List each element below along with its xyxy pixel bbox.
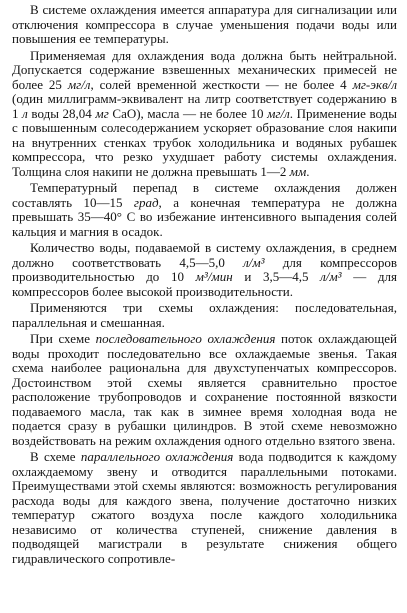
italic-term: мг bbox=[95, 105, 109, 121]
text-run: Количество воды, подаваемой в систему охлаждения, в среднем должно соответствовать 4,5—5,0 bbox=[12, 240, 397, 270]
paragraph-cooling-schemes bbox=[12, 301, 397, 330]
text-run: вода подводится к каждому охлаждаемому звену и отводится параллельными потоками. Преимуществами этой схемы являются: возможность регулирования расхода воды для каждого звена, получение достаточно низких температур сжатого воздуха после каждого холодильника независимо от количества ступеней, снижение давления в подводящей магистрали в результате снижения общего гидравлического сопротивле- bbox=[12, 449, 398, 566]
text-run: и 3,5—4,5 bbox=[232, 269, 321, 284]
text-run: Применяемая для охлаждения вода должна быть нейтральной. Допускается содержание взвешенных механических примесей не более 25 bbox=[12, 47, 397, 92]
text-run: воды 28,04 bbox=[27, 105, 96, 121]
italic-term: мг/л bbox=[267, 105, 290, 121]
text-run: поток охлаждающей воды проходит последовательно все охлаждаемые звенья. Такая схема наиболее рациональна для двухступенчатых компрессоров. Достоинством этой схемы является сравнительно простое расположение трубопроводов и сохранение постоянной вязкости подаваемого масла, так как в зимнее время холодная вода не подается сразу в рубашки цилиндров. В этой схеме невозможно воздействовать на режим охлаждения одного отдельно взятого звена. bbox=[12, 331, 397, 448]
italic-term: град bbox=[133, 194, 159, 210]
text-run: В схеме bbox=[30, 449, 81, 464]
text-run: При схеме bbox=[30, 331, 96, 346]
italic-term: м³/мин bbox=[195, 269, 233, 284]
italic-term: л/м³ bbox=[243, 254, 265, 270]
text-run: , солей временной жесткости — не более 4 bbox=[90, 76, 353, 92]
paragraph-water-requirements bbox=[12, 49, 397, 180]
italic-term: л bbox=[22, 105, 28, 121]
text-run: Температурный перепад в системе охлаждения должен составлять 10—15 bbox=[12, 180, 397, 210]
text-run: Применяются три схемы охлаждения: последовательная, параллельная и смешанная. bbox=[12, 300, 397, 330]
italic-term: мм bbox=[289, 163, 307, 179]
text-run: CaO), масла — не более 10 bbox=[108, 105, 268, 121]
text-run: . bbox=[306, 163, 310, 179]
italic-term: мг-экв/л bbox=[352, 76, 397, 92]
text-run: — для компрессоров более высокой производительности. bbox=[12, 269, 397, 299]
paragraph-alarm-equipment bbox=[12, 3, 397, 47]
paragraph-temperature-drop bbox=[12, 181, 397, 239]
paragraph-sequential-cooling bbox=[12, 332, 397, 448]
paragraph-water-quantity bbox=[12, 241, 397, 299]
text-run: В системе охлаждения имеется аппаратура для сигнализации или отключения компрессора в случае уменьшения подачи воды или повышения ее температуры. bbox=[12, 2, 397, 46]
italic-term: параллельного охлаждения bbox=[80, 449, 234, 464]
italic-term: л/м³ bbox=[320, 269, 342, 284]
italic-term: последовательного охлаждения bbox=[95, 331, 276, 346]
italic-term: мг/л bbox=[67, 76, 91, 92]
paragraph-parallel-cooling bbox=[12, 450, 397, 566]
text-run: для компрессоров производительностью до 10 bbox=[12, 254, 397, 284]
text-run: . Применение воды с повышенным солесодержанием ускоряет образование слоя накипи на внутренних стенках трубок холодильника и водяных рубашек компрессора, что резко ухудшает работу системы охлаждения. Толщина слоя накипи не должна превышать 1—2 bbox=[12, 105, 398, 179]
text-run: , а конечная температура не должна превышать 35—40° C во избежание интенсивного выпадения солей кальция и магния в осадок. bbox=[12, 194, 397, 239]
text-run: (один миллиграмм-эквивалент на литр соответствует содержанию в 1 bbox=[12, 91, 397, 121]
